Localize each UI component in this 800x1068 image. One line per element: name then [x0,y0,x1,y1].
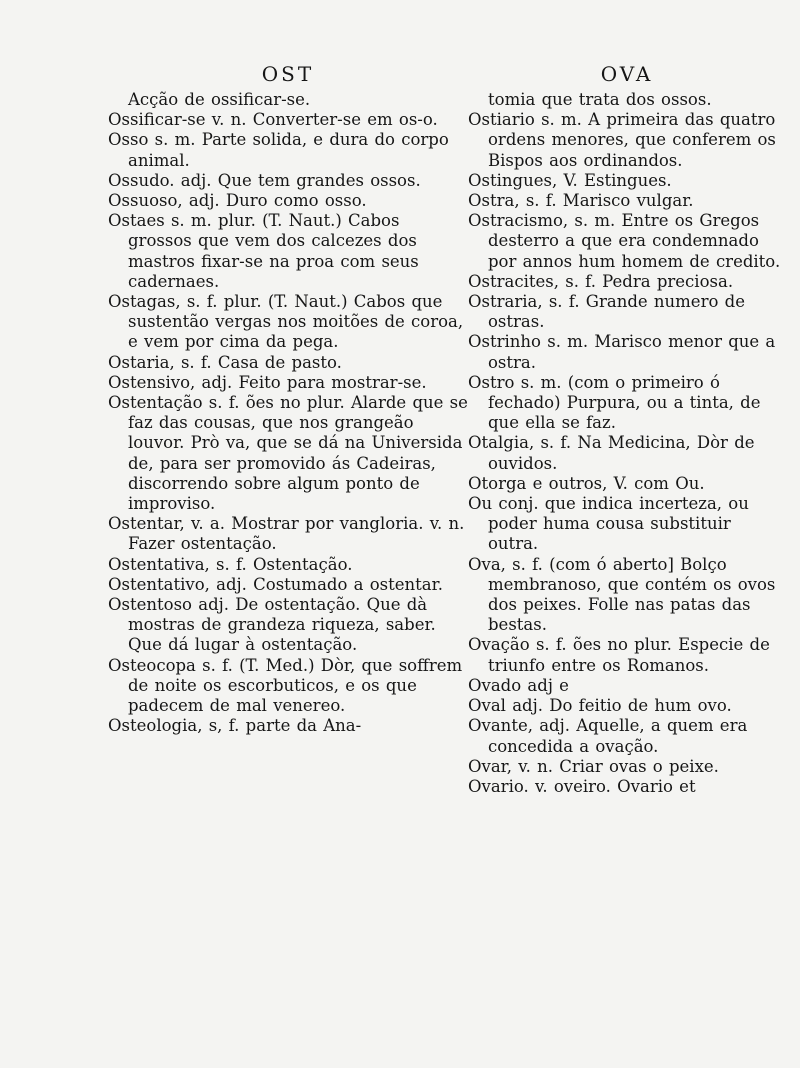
right-running-header: OVA [600,62,654,86]
dictionary-entry: Ovado adj e [468,675,569,695]
dictionary-entry: Ossudo. adj. Que tem grandes ossos. [108,170,421,190]
dictionary-entry: Ovação s. f. ões no plur. Especie de triunfo entre os Romanos. [468,635,770,675]
dictionary-entry: Ostentação s. f. ões no plur. Alarde que se faz das cousas, que nos grangeão louvor. Prò va, que se dá na Universida de, para ser promovido ás Cadeiras, discorrendo sobre algum ponto de improviso. [108,393,468,514]
dictionary-entry: Ostagas, s. f. plur. (T. Naut.) Cabos que sustentão vergas nos moitões de coroa, e vem por cima da pega. [108,292,464,352]
dictionary-entry: Otorga e outros, V. com Ou. [468,473,705,493]
dictionary-entry: Osteocopa s. f. (T. Med.) Dòr, que soffrem de noite os escorbuticos, e os que padecem de mal venereo. [108,655,463,716]
dictionary-entry: Ostro s. m. (com o primeiro ó fechado) Purpura, ou a tinta, de que ella se faz. [468,372,761,433]
dictionary-entry: Ostrinho s. m. Marisco menor que a ostra. [468,332,776,372]
dictionary-entry: Ostaes s. m. plur. (T. Naut.) Cabos grossos que vem dos calcezes dos mastros fixar-se na proa com seus cadernaes. [108,211,419,291]
dictionary-entry: Ostensivo, adj. Feito para mostrar-se. [108,372,427,392]
dictionary-entry: Ostingues, V. Estingues. [468,170,672,190]
dictionary-entry: Ovar, v. n. Criar ovas o peixe. [468,756,719,776]
dictionary-entry: Ostentativo, adj. Costumado a ostentar. [108,574,443,594]
dictionary-entry: Ostaria, s. f. Casa de pasto. [108,352,342,372]
dictionary-entry: Osteologia, s, f. parte da Ana- [108,716,362,736]
dictionary-entry: Ostentoso adj. De ostentação. Que dà mostras de grandeza riqueza, saber. Que dá lugar à ostentação. [108,595,436,655]
dictionary-entry: tomia que trata dos ossos. [488,90,712,109]
dictionary-entry: Ova, s. f. (com ó aberto] Bolço membranoso, que contém os ovos dos peixes. Folle nas patas das bestas. [468,554,776,635]
dictionary-entry: Ossificar-se v. n. Converter-se em os-o. [108,110,438,130]
dictionary-entry: Oval adj. Do feitio de hum ovo. [468,696,732,716]
dictionary-entry: Otalgia, s. f. Na Medicina, Dòr de ouvidos. [468,433,755,473]
dictionary-entry: Ostentar, v. a. Mostrar por vangloria. v. n. Fazer ostentação. [108,514,465,554]
right-entry-list [468,90,786,797]
dictionary-entry: Ovante, adj. Aquelle, a quem era concedida a ovação. [468,716,748,756]
dictionary-entry: Osso s. m. Parte solida, e dura do corpo animal. [108,130,449,170]
dictionary-entry: Ostiario s. m. A primeira das quatro ordens menores, que conferem os Bispos aos ordinandos. [468,110,776,170]
left-running-header: OST [261,62,315,86]
dictionary-entry: Ovario. v. oveiro. Ovario et [468,776,696,796]
dictionary-entry: Ostra, s. f. Marisco vulgar. [468,191,694,211]
left-entry-list [108,90,468,737]
dictionary-entry: Ostracites, s. f. Pedra preciosa. [468,271,734,291]
dictionary-entry: Ostracismo, s. m. Entre os Gregos desterro a que era condemnado por annos hum homem de credito. [468,211,781,271]
dictionary-entry: Ossuoso, adj. Duro como osso. [108,191,367,211]
dictionary-entry: Acção de ossificar-se. [128,90,311,109]
dictionary-entry: Ostentativa, s. f. Ostentação. [108,554,353,574]
dictionary-entry: Ou conj. que indica incerteza, ou poder huma cousa substituir outra. [468,494,749,554]
dictionary-entry: Ostraria, s. f. Grande numero de ostras. [468,292,745,332]
